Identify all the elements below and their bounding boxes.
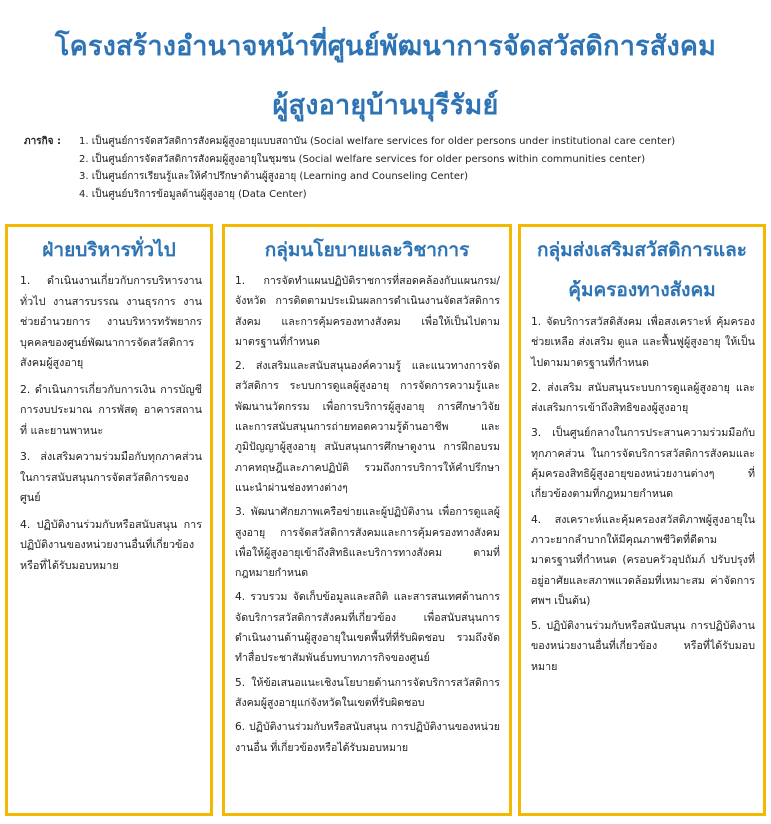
duty-item: 6. ปฏิบัติงานร่วมกับหรือสนับสนุน การปฏิบัติงานของหน่วยงานอื่น ที่เกี่ยวข้องหรือได้รับมอบหมาย: [235, 721, 500, 754]
mission-item: 2. เป็นศูนย์การจัดสวัสดิการสังคมผู้สูงอายุในชุมชน (Social welfare services for older persons within communities center): [79, 153, 646, 165]
policy-academic-box: [222, 224, 512, 816]
duty-item: 1. การจัดทำแผนปฏิบัติราชการที่สอดคล้องกับแผนกรม/จังหวัด การติดตามประเมินผลการดำเนินงานจัดสวัสดิการสังคม และการคุ้มครองทางสังคม เพื่อให้เป็นไปตามมาตรฐานที่กำหนด: [235, 275, 500, 348]
policy-academic-list: [225, 271, 509, 758]
mission-list: [79, 133, 759, 203]
mission-item: 1. เป็นศูนย์การจัดสวัสดิการสังคมผู้สูงอายุแบบสถาบัน (Social welfare services for older persons under institutional care center): [79, 136, 676, 147]
page-subtitle: ผู้สูงอายุบ้านบุรีรัมย์: [272, 90, 499, 121]
welfare-protection-list: [521, 312, 763, 677]
duty-item: 2. ส่งเสริมและสนับสนุนองค์ความรู้ และแนวทางการจัดสวัสดิการ ระบบการดูแลผู้สูงอายุ การจัดการความรู้และพัฒนานวัตกรรม เพื่อการบริการผู้สูงอายุ การศึกษาวิจัย และการสนับสนุนการถ่ายทอดความรู้ด้านอาชีพ และภูมิปัญญาผู้สูงอายุ สนับสนุนการศึกษาดูงาน การฝึกอบรมภาคทฤษฎีและภาคปฏิบัติ รวมถึงการบริการให้คำปรึกษาแนะนำผ่านช่องทางต่างๆ: [235, 360, 500, 494]
mission-item: 3. เป็นศูนย์การเรียนรู้และให้คำปรึกษาด้านผู้สูงอายุ (Learning and Counseling Center): [79, 171, 469, 182]
policy-academic-heading: กลุ่มนโยบายและวิชาการ: [264, 239, 470, 261]
duty-item: 3. ส่งเสริมความร่วมมือกับทุกภาคส่วนในการสนับสนุนการจัดสวัสดิการของศูนย์: [20, 450, 202, 504]
mission-label: ภารกิจ :: [24, 136, 61, 147]
duty-item: 3. เป็นศูนย์กลางในการประสานความร่วมมือกับทุกภาคส่วน ในการจัดบริการสวัสดิการสังคมและคุ้มครองสิทธิผู้สูงอายุของหน่วยงานต่างๆ ที่เกี่ยวข้องตามที่กฎหมายกำหนด: [531, 426, 755, 501]
duty-item: 4. สงเคราะห์และคุ้มครองสวัสดิภาพผู้สูงอายุในภาวะยากลำบากให้มีคุณภาพชีวิตที่ดีตามมาตรฐานที่กำหนด (ครอบครัวอุปถัมภ์ ปรับปรุงที่อยู่อาศัยและสภาพแวดล้อมที่เหมาะสม ค่าจัดการศพฯ เป็นต้น): [531, 512, 755, 607]
welfare-protection-box: [518, 224, 766, 816]
duty-item: 2. ส่งเสริม สนับสนุนระบบการดูแลผู้สูงอายุ และส่งเสริมการเข้าถึงสิทธิของผู้สูงอายุ: [531, 380, 755, 415]
duty-item: 5. ปฏิบัติงานร่วมกับหรือสนับสนุน การปฏิบัติงานของหน่วยงานอื่นที่เกี่ยวข้อง หรือที่ได้รับมอบหมาย: [531, 619, 755, 673]
duty-item: 4. รวบรวม จัดเก็บข้อมูลและสถิติ และสารสนเทศด้านการจัดบริการสวัสดิการสังคมที่เกี่ยวข้อง เพื่อสนับสนุนการดำเนินงานด้านผู้สูงอายุในเขตพื้นที่ที่รับผิดชอบ รวมถึงจัดทำสื่อประชาสัมพันธ์บทบาทภารกิจของศูนย์: [235, 591, 500, 665]
duty-item: 1. จัดบริการสวัสดิสังคม เพื่อสงเคราะห์ คุ้มครอง ช่วยเหลือ ส่งเสริม ดูแล และฟื้นฟูผู้สูงอายุ ให้เป็นไปตามมาตรฐานที่กำหนด: [531, 315, 755, 369]
duty-item: 2. ดำเนินการเกี่ยวกับการเงิน การบัญชี การงบประมาณ การพัสดุ อาคารสถานที่ และยานพาหนะ: [20, 382, 202, 437]
duty-item: 3. พัฒนาศักยภาพเครือข่ายและผู้ปฏิบัติงาน เพื่อการดูแลผู้สูงอายุ การจัดสวัสดิการสังคมและการคุ้มครองทางสังคม เพื่อให้ผู้สูงอายุเข้าถึงสิทธิและบริการทางสังคม ตามที่กฎหมายกำหนด: [235, 506, 500, 580]
duty-item: 4. ปฏิบัติงานร่วมกับหรือสนับสนุน การปฏิบัติงานของหน่วยงานอื่นที่เกี่ยวข้อง หรือที่ได้รับมอบหมาย: [20, 517, 202, 572]
duty-item: 5. ให้ข้อเสนอแนะเชิงนโยบายด้านการจัดบริการสวัสดิการสังคมผู้สูงอายุแก่จังหวัดในเขตที่รับผิดชอบ: [235, 676, 500, 709]
general-administration-heading: ฝ่ายบริหารทั่วไป: [42, 239, 176, 261]
duty-item: 1. ดำเนินงานเกี่ยวกับการบริหารงานทั่วไป งานสารบรรณ งานธุรการ งานช่วยอำนวยการ งานบริหารทรัพยากรบุคคลของศูนย์พัฒนาการจัดสวัสดิการสังคมผู้สูงอายุ: [20, 274, 202, 369]
mission-item: 4. เป็นศูนย์บริการข้อมูลด้านผู้สูงอายุ (Data Center): [79, 188, 307, 200]
welfare-protection-heading: กลุ่มส่งเสริมสวัสดิการและคุ้มครองทางสังคม: [536, 239, 748, 301]
general-administration-list: [8, 271, 210, 576]
page-title: โครงสร้างอำนาจหน้าที่ศูนย์พัฒนาการจัดสวัสดิการสังคม: [54, 31, 717, 62]
general-administration-box: [5, 224, 213, 816]
